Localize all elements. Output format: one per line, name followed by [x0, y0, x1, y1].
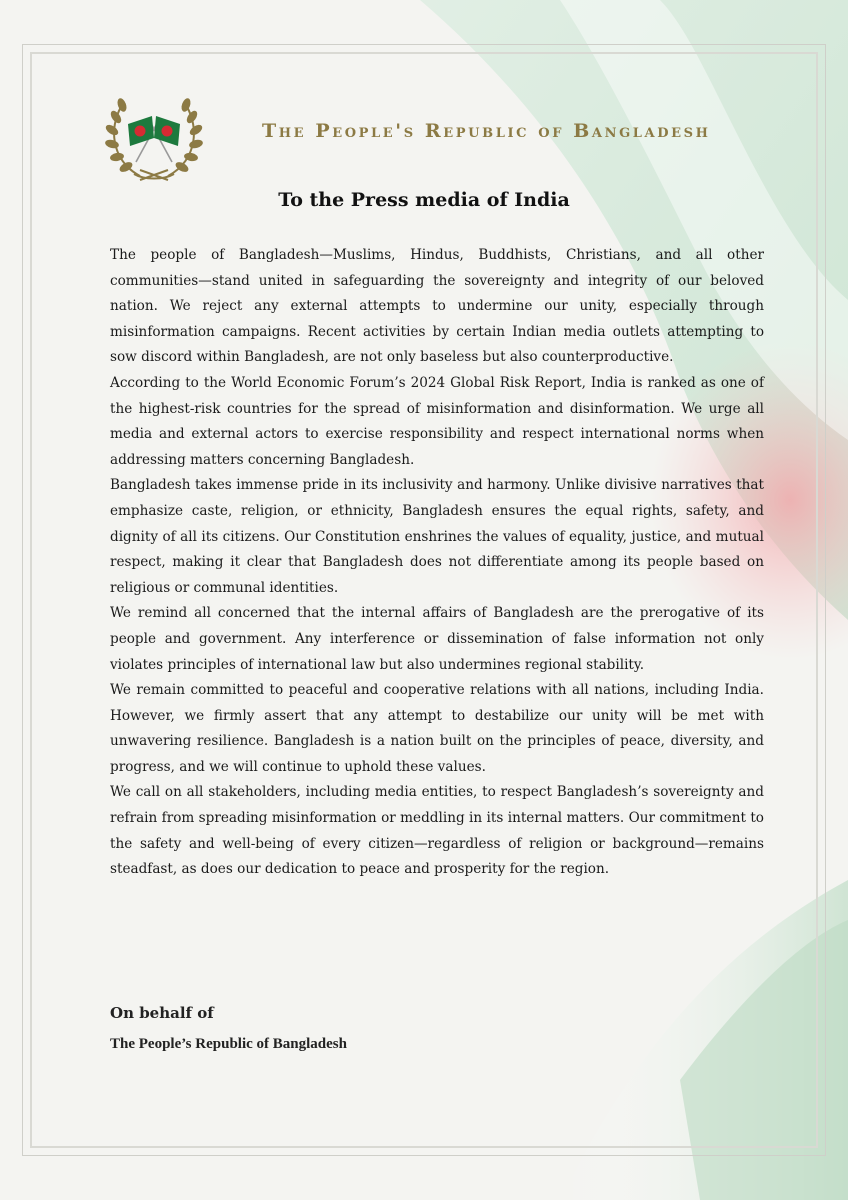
document-heading: To the Press media of India [278, 189, 570, 211]
paragraph: According to the World Economic Forum’s 2024 Global Risk Report, India is ranked as one of the highest-risk countries for the spread of misinformation and disinformation. We urge all media and external actors to exercise responsibility and respect international norms when addressing matters concerning Bangladesh. [110, 374, 764, 468]
signoff-on-behalf: On behalf of [110, 1004, 214, 1022]
letterhead-title: The People's Republic of Bangladesh [262, 120, 711, 142]
document-body [110, 243, 764, 883]
paragraph: We call on all stakeholders, including media entities, to respect Bangladesh’s sovereignty and refrain from spreading misinformation or meddling in its internal matters. Our commitment to the safety and well-being of every citizen—regardless of religion or background—remains steadfast, as does our dedication to peace and prosperity for the region. [110, 784, 764, 878]
paragraph: We remind all concerned that the internal affairs of Bangladesh are the prerogative of its people and government. Any interference or dissemination of false information not only violates principles of international law but also undermines regional stability. [110, 605, 764, 673]
signoff-signatory: The People’s Republic of Bangladesh [110, 1036, 347, 1052]
paragraph: The people of Bangladesh—Muslims, Hindus, Buddhists, Christians, and all other communities—stand united in safeguarding the sovereignty and integrity of our beloved nation. We reject any external attempts to undermine our unity, especially through misinformation campaigns. Recent activities by certain Indian media outlets attempting to sow discord within Bangladesh, are not only baseless but also counterproductive. [110, 247, 764, 366]
laurel-wreath-crossed-flags-emblem-icon [104, 90, 204, 185]
paragraph: We remain committed to peaceful and cooperative relations with all nations, including India. However, we firmly assert that any attempt to destabilize our unity will be met with unwavering resilience. Bangladesh is a nation built on the principles of peace, diversity, and progress, and we will continue to uphold these values. [110, 682, 764, 775]
paragraph: Bangladesh takes immense pride in its inclusivity and harmony. Unlike divisive narratives that emphasize caste, religion, or ethnicity, Bangladesh ensures the equal rights, safety, and dignity of all its citizens. Our Constitution enshrines the values of equality, justice, and mutual respect, making it clear that Bangladesh does not differentiate among its people based on religious or communal identities. [110, 477, 764, 596]
